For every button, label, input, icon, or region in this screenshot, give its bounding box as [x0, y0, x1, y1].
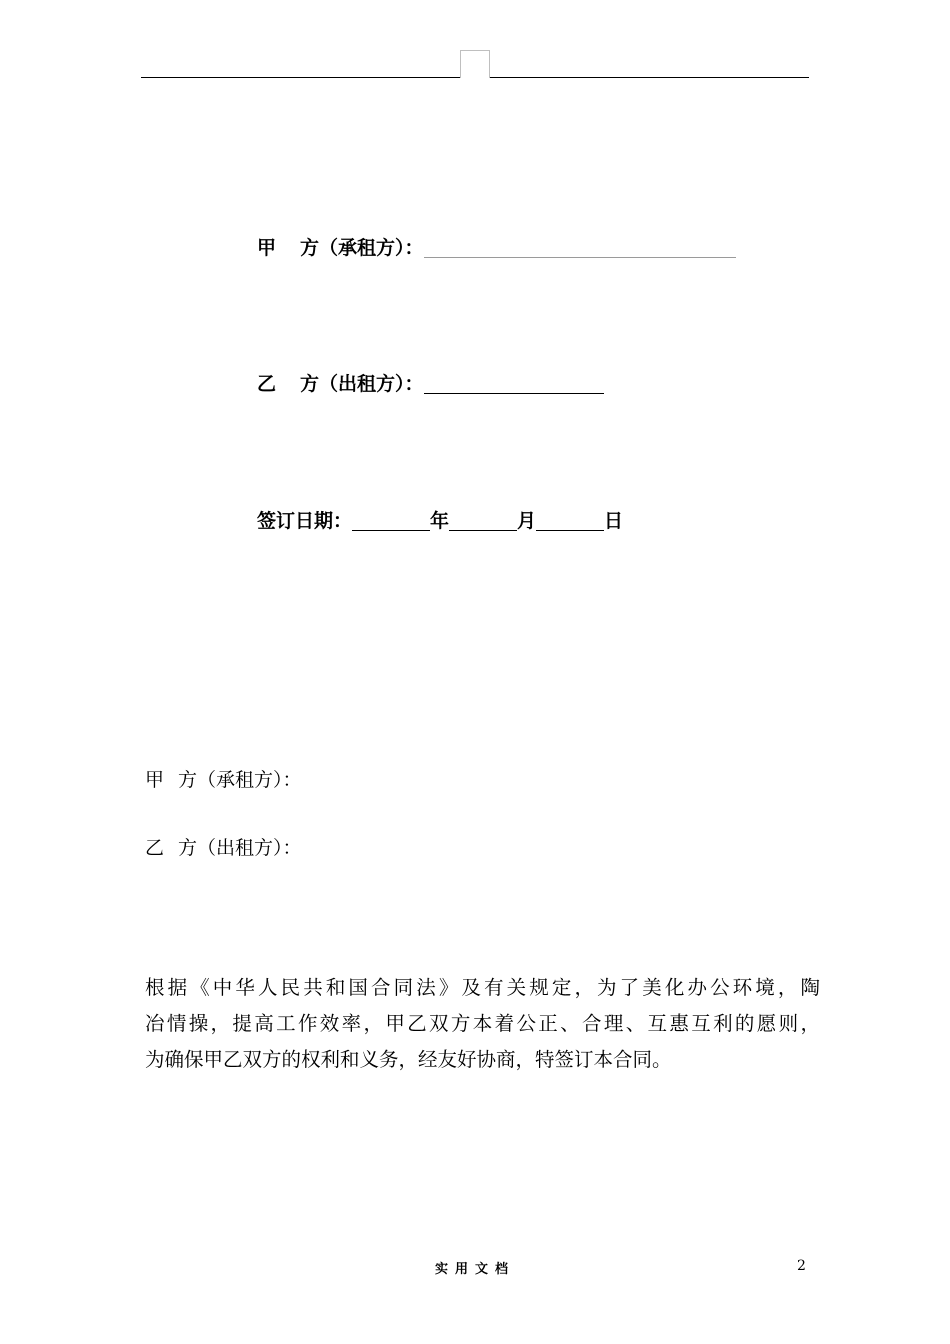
- party-a-label: 甲: [145, 769, 165, 791]
- cover-date-label: 签订日期：: [257, 510, 353, 532]
- cover-day-label: 日: [604, 510, 624, 532]
- preamble-line: 根据《中华人民共和国合同法》及有关规定，为了美化办公环境，陶: [145, 976, 820, 999]
- party-b-role: 方（出租方）：: [178, 837, 302, 859]
- cover-party-a-label: 甲: [257, 237, 277, 259]
- cover-day-blank: [536, 510, 604, 531]
- cover-month-blank: [449, 510, 517, 531]
- footer-label: 实用文档: [434, 1262, 515, 1277]
- cover-party-b-role: 方（出租方）：: [300, 373, 424, 395]
- cover-party-a-line: [257, 236, 736, 260]
- party-b-label: 乙: [145, 837, 165, 859]
- cover-party-b-line: [257, 372, 604, 396]
- party-b-line: [145, 836, 302, 860]
- preamble-line: 冶情操，提高工作效率，甲乙双方本着公正、合理、互惠互利的愿则，: [145, 1012, 820, 1035]
- preamble-line: 为确保甲乙双方的权利和义务，经友好协商，特签订本合同。: [145, 1048, 672, 1071]
- cover-party-a-role: 方（承租方）：: [300, 237, 424, 259]
- party-a-role: 方（承租方）：: [178, 769, 302, 791]
- preamble-paragraph: [145, 970, 820, 1078]
- cover-year-blank: [352, 510, 430, 531]
- cover-date-line: [257, 509, 623, 533]
- cover-party-b-label: 乙: [257, 373, 277, 395]
- cover-party-a-blank: [424, 237, 736, 258]
- party-a-line: [145, 768, 302, 792]
- page-number: 2: [797, 1258, 806, 1274]
- cover-party-b-blank: [424, 373, 604, 394]
- header-tab-box: [460, 50, 490, 78]
- cover-year-label: 年: [430, 510, 450, 532]
- cover-month-label: 月: [517, 510, 537, 532]
